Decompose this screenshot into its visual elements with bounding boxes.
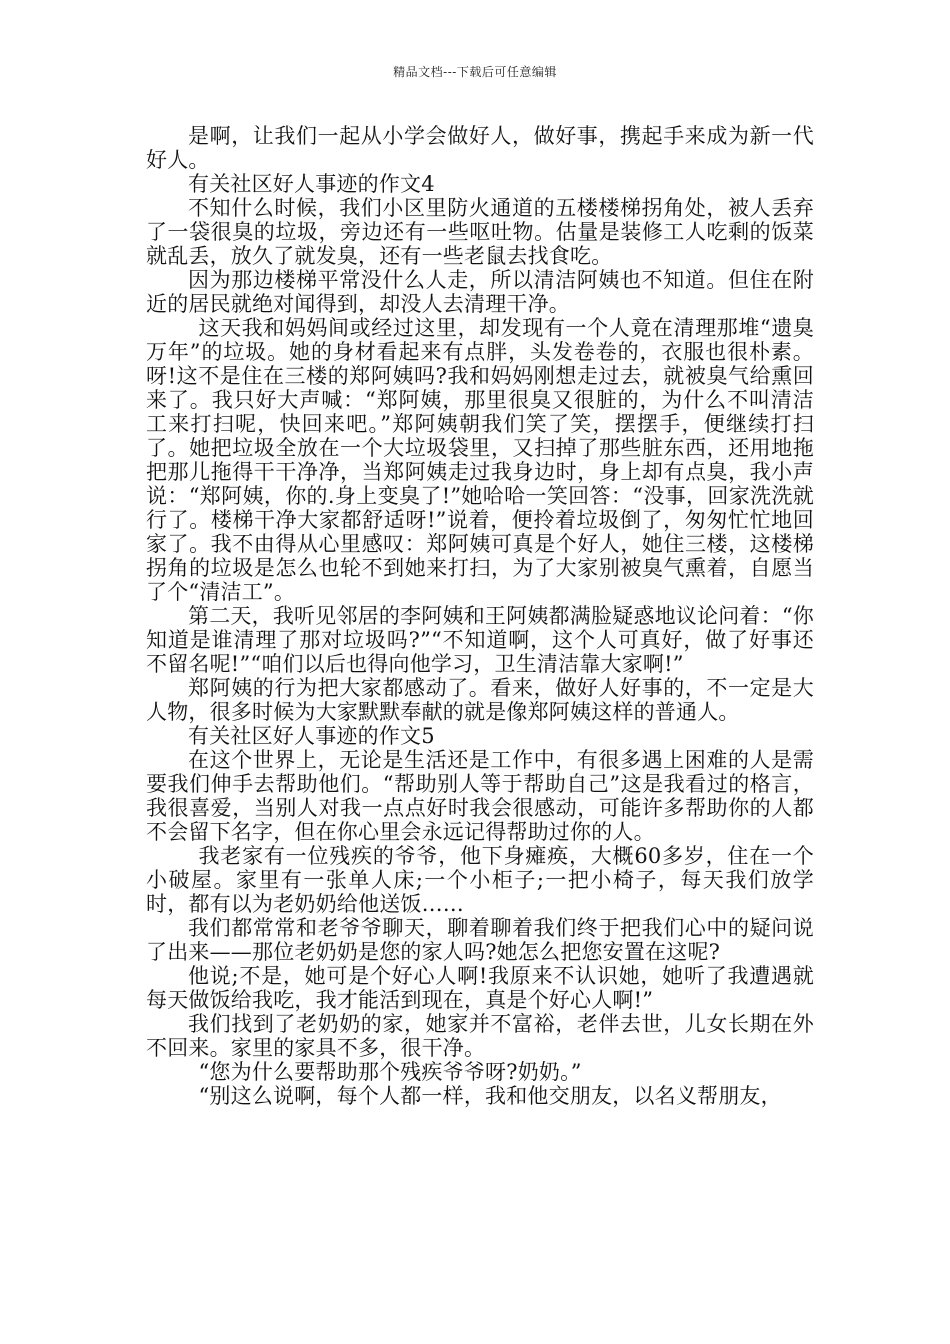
- paragraph: 在这个世界上，无论是生活还是工作中，有很多遇上困难的人是需要我们伸手去帮助他们。“帮助别人等于帮助自己”这是我看过的格言，我很喜爱，当别人对我一点点好时我会很感动，可能许多帮助你的人都不会留下名字，但在你心里会永远记得帮助过你的人。: [146, 748, 814, 844]
- paragraph: 这天我和妈妈间或经过这里，却发现有一个人竟在清理那堆“遗臭万年”的垃圾。她的身材看起来有点胖，头发卷卷的，衣服也很朴素。呀!这不是住在三楼的郑阿姨吗?我和妈妈刚想走过去，就被臭气给熏回来了。我只好大声喊：“郑阿姨，那里很臭又很脏的，为什么不叫清洁工来打扫呢，快回来吧。”郑阿姨朝我们笑了笑，摆摆手，便继续打扫了。她把垃圾全放在一个大垃圾袋里，又扫掉了那些脏东西，还用地拖把那儿拖得干干净净，当郑阿姨走过我身边时，身上却有点臭，我小声说：“郑阿姨，你的.身上变臭了!”她哈哈一笑回答：“没事，回家洗洗就行了。楼梯干净大家都舒适呀!”说着，便拎着垃圾倒了，匆匆忙忙地回家了。我不由得从心里感叹：郑阿姨可真是个好人，她住三楼，这楼梯拐角的垃圾是怎么也轮不到她来打扫，为了大家别被臭气熏着，自愿当了个“清洁工”。: [146, 316, 814, 604]
- paragraph: 我们都常常和老爷爷聊天，聊着聊着我们终于把我们心中的疑问说了出来——那位老奶奶是您的家人吗?她怎么把您安置在这呢?: [146, 916, 814, 964]
- page-header: 精品文档---下载后可任意编辑: [393, 65, 557, 79]
- paragraph: 第二天，我听见邻居的李阿姨和王阿姨都满脸疑惑地议论问着：“你知道是谁清理了那对垃圾吗?”“不知道啊，这个人可真好，做了好事还不留名呢!”“咱们以后也得向他学习，卫生清洁靠大家啊!”: [146, 604, 814, 676]
- paragraph: 因为那边楼梯平常没什么人走，所以清洁阿姨也不知道。但住在附近的居民就绝对闻得到，却没人去清理干净。: [146, 268, 814, 316]
- paragraph: 我们找到了老奶奶的家，她家并不富裕，老伴去世，儿女长期在外不回来。家里的家具不多，很干净。: [146, 1012, 814, 1060]
- document-body: [146, 124, 814, 1108]
- paragraph: 我老家有一位残疾的爷爷，他下身瘫痪，大概60多岁，住在一个小破屋。家里有一张单人床;一个小柜子;一把小椅子，每天我们放学时，都有以为老奶奶给他送饭……: [146, 844, 814, 916]
- paragraph: 他说;不是，她可是个好心人啊!我原来不认识她，她听了我遭遇就每天做饭给我吃，我才能活到现在，真是个好心人啊!”: [146, 964, 814, 1012]
- paragraph: 不知什么时候，我们小区里防火通道的五楼楼梯拐角处，被人丢弃了一袋很臭的垃圾，旁边还有一些呕吐物。估量是装修工人吃剩的饭菜就乱丢，放久了就发臭，还有一些老鼠去找食吃。: [146, 196, 814, 268]
- paragraph: 是啊，让我们一起从小学会做好人，做好事，携起手来成为新一代好人。: [146, 124, 814, 172]
- paragraph: “别这么说啊，每个人都一样，我和他交朋友，以名义帮朋友，: [198, 1084, 782, 1108]
- paragraph: “您为什么要帮助那个残疾爷爷呀?奶奶。”: [198, 1060, 582, 1084]
- section-heading: 有关社区好人事迹的作文4: [188, 172, 435, 196]
- paragraph: 郑阿姨的行为把大家都感动了。看来，做好人好事的，不一定是大人物，很多时候为大家默默奉献的就是像郑阿姨这样的普通人。: [146, 676, 814, 724]
- section-heading: 有关社区好人事迹的作文5: [188, 724, 435, 748]
